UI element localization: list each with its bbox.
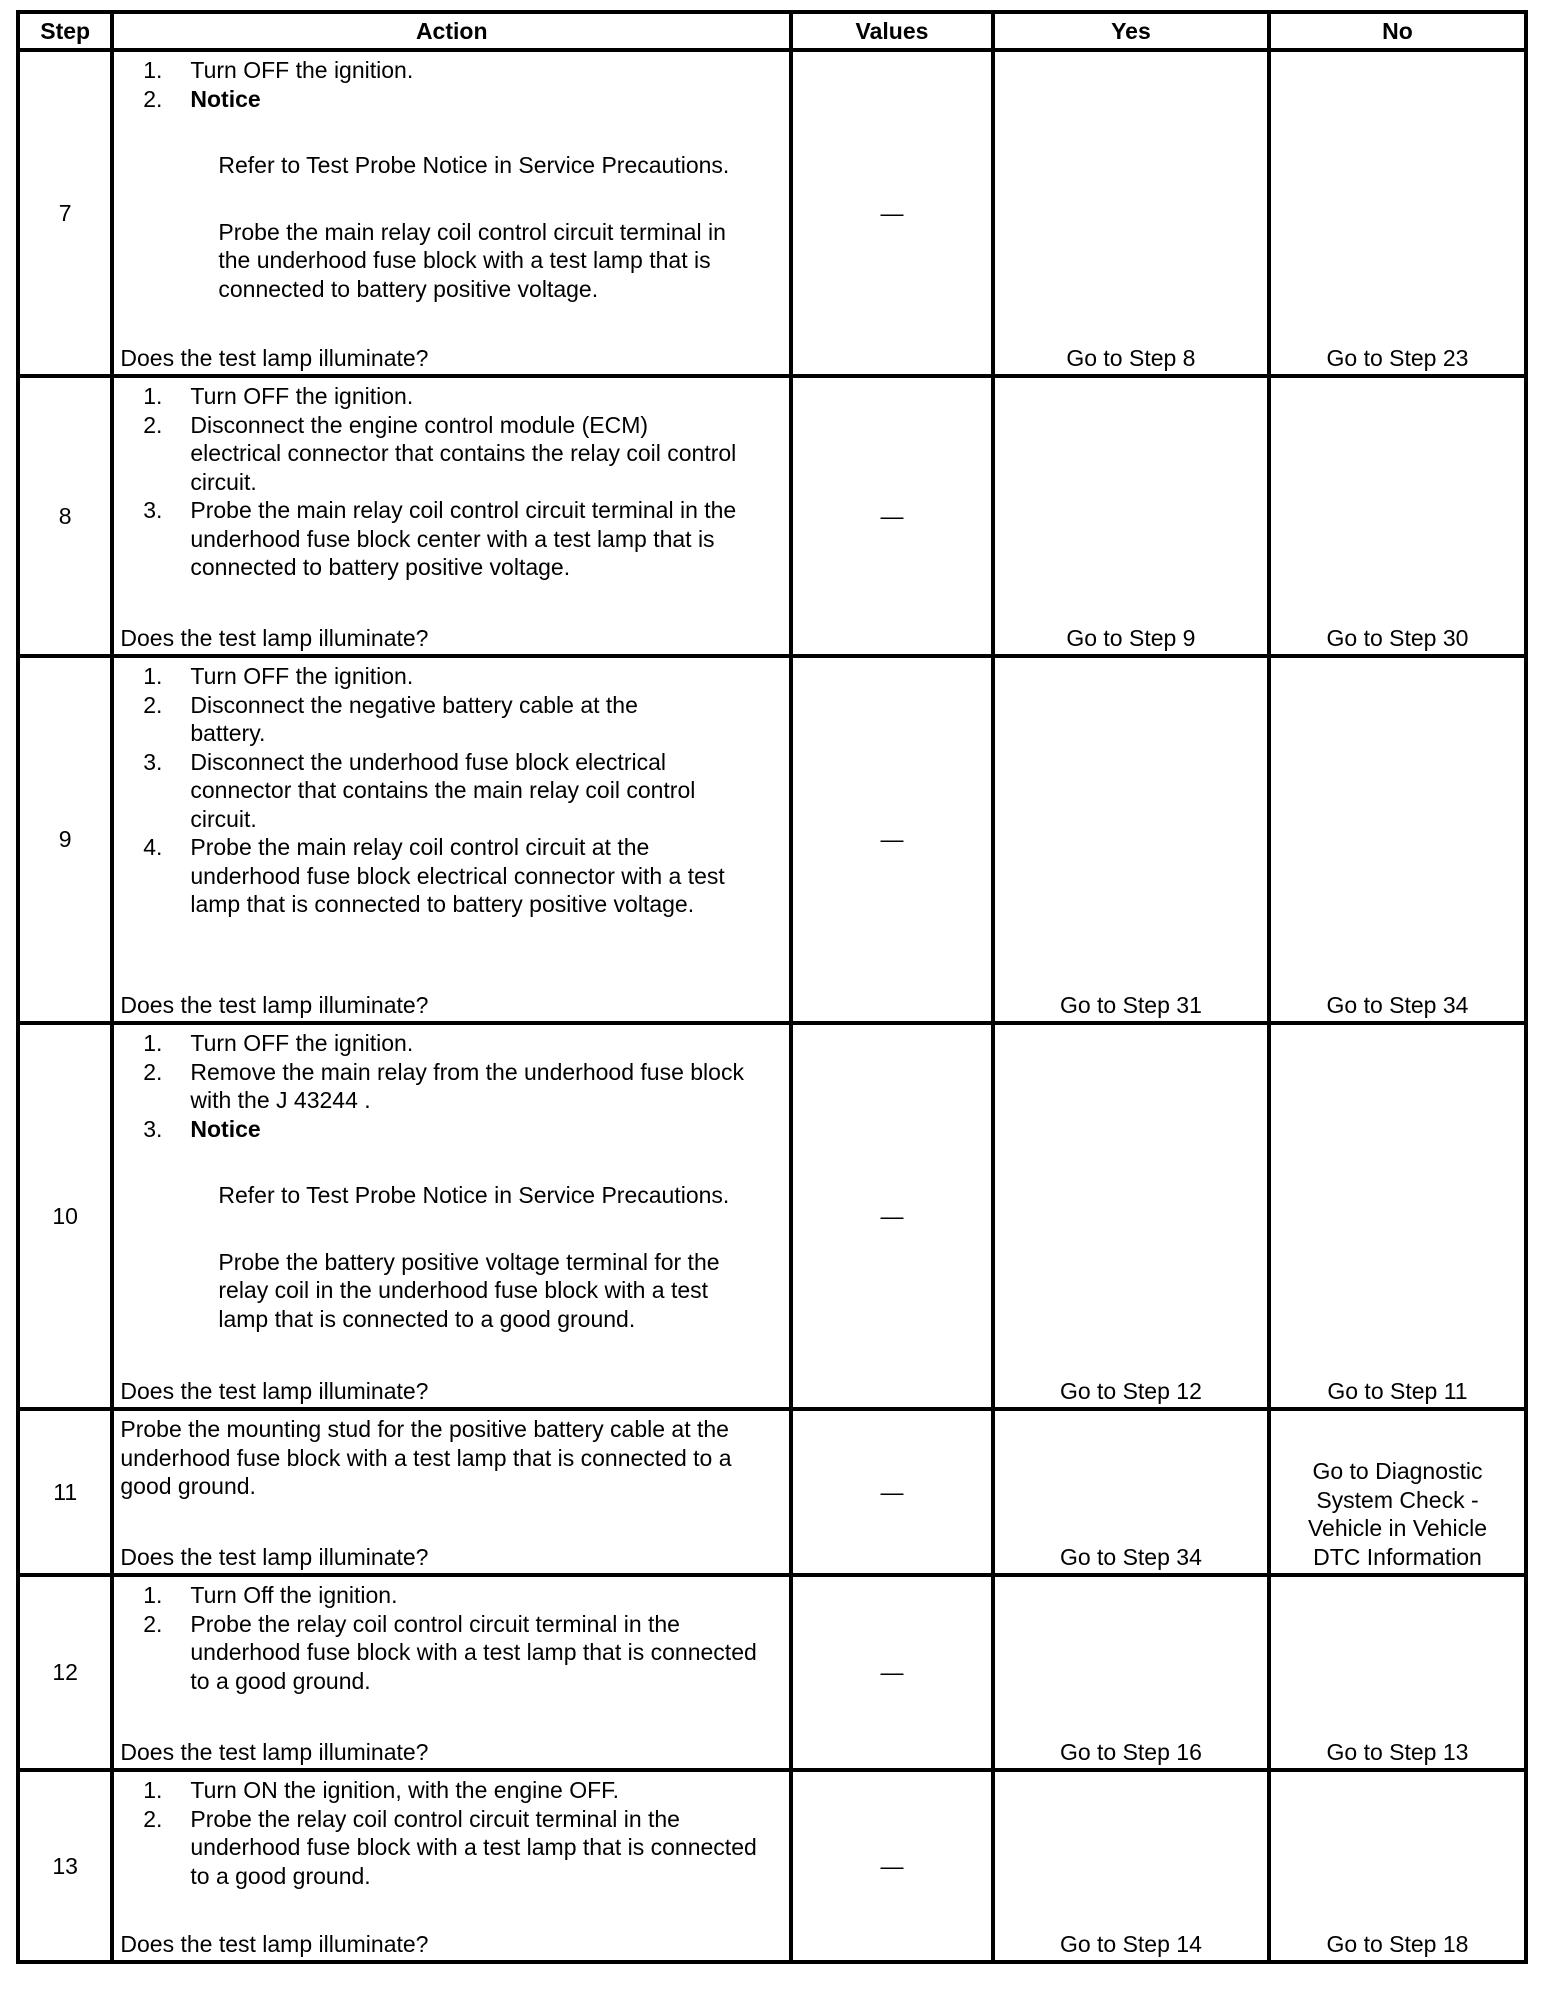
values-cell: —: [791, 1770, 993, 1962]
question-text: Does the test lamp illuminate?: [120, 991, 429, 1018]
instruction: [120, 748, 783, 834]
instruction: [120, 1581, 783, 1610]
instruction: [120, 85, 783, 114]
notice-text: Refer to Test Probe Notice in Service Precautions.: [218, 152, 730, 178]
values-cell: —: [791, 656, 993, 1023]
step-number: 7: [18, 50, 112, 376]
values-cell: —: [791, 376, 993, 656]
instruction-number: 4.: [143, 834, 163, 860]
no-cell: Go to Step 13: [1269, 1575, 1526, 1770]
values-cell: —: [791, 1023, 993, 1409]
instruction: [120, 56, 783, 85]
yes-cell: Go to Step 14: [993, 1770, 1269, 1962]
step-number: 12: [18, 1575, 112, 1770]
instruction: [120, 833, 783, 919]
question-text: Does the test lamp illuminate?: [120, 1738, 429, 1765]
instruction-number: 1.: [143, 1030, 163, 1056]
step-number: 11: [18, 1409, 112, 1575]
question-text: Does the test lamp illuminate?: [120, 344, 429, 371]
table-row: [18, 1575, 1526, 1770]
instruction-number: 2.: [143, 411, 163, 438]
header-yes: Yes: [993, 12, 1269, 50]
instruction-number: 1.: [143, 1777, 163, 1803]
instruction-text: Probe the mounting stud for the positive battery cable at the underhood fuse block with a test lamp that is connected to a good ground.: [120, 1416, 732, 1499]
instruction: [120, 496, 783, 582]
yes-cell: Go to Step 9: [993, 376, 1269, 656]
yes-cell: Go to Step 8: [993, 50, 1269, 376]
action-cell: [112, 656, 791, 1023]
instruction: [120, 382, 783, 411]
question-text: Does the test lamp illuminate?: [120, 1930, 429, 1957]
header-row: [18, 12, 1526, 50]
notice-text: Refer to Test Probe Notice in Service Precautions.: [218, 1182, 730, 1208]
instruction-text: Turn Off the ignition.: [190, 1582, 398, 1608]
step-number: 8: [18, 376, 112, 656]
header-action: Action: [112, 12, 791, 50]
instruction-text: Turn ON the ignition, with the engine OFF.: [190, 1777, 620, 1803]
step-number: 9: [18, 656, 112, 1023]
instruction-number: 3.: [143, 1115, 163, 1142]
instruction-text: Disconnect the underhood fuse block electrical connector that contains the main relay coil control circuit.: [190, 748, 696, 832]
table-row: [18, 1409, 1526, 1575]
instruction-number: 2.: [143, 85, 163, 112]
instruction: [120, 411, 783, 497]
action-cell: [112, 1023, 791, 1409]
values-cell: —: [791, 1409, 993, 1575]
table-row: [18, 50, 1526, 376]
instruction-number: 1.: [143, 57, 163, 83]
yes-cell: Go to Step 34: [993, 1409, 1269, 1575]
no-cell: [1269, 1409, 1526, 1575]
header-no: No: [1269, 12, 1526, 50]
notice-heading: Notice: [190, 1115, 261, 1142]
instruction-text: Turn OFF the ignition.: [190, 57, 414, 83]
notice-heading: Notice: [190, 85, 261, 112]
instruction-number: 2.: [143, 1058, 163, 1085]
no-cell: Go to Step 30: [1269, 376, 1526, 656]
diagnostic-table: [16, 10, 1528, 1964]
instruction-text: Probe the main relay coil control circuit terminal in the underhood fuse block center with a test lamp that is connected to battery positive voltage.: [190, 497, 737, 580]
instruction-text: Disconnect the negative battery cable at the battery.: [190, 691, 638, 746]
instruction-text: Turn OFF the ignition.: [190, 663, 414, 689]
table-row: [18, 376, 1526, 656]
instruction: [120, 1610, 783, 1696]
instruction: [120, 1115, 783, 1144]
instruction: [120, 1776, 783, 1805]
action-cell: [112, 50, 791, 376]
instruction: [120, 662, 783, 691]
instruction-text: Probe the relay coil control circuit terminal in the underhood fuse block with a test lamp that is connected to a good ground.: [190, 1610, 757, 1694]
instruction-text: Disconnect the engine control module (ECM) electrical connector that contains the relay coil control circuit.: [190, 411, 737, 495]
header-values: Values: [791, 12, 993, 50]
no-cell: Go to Step 18: [1269, 1770, 1526, 1962]
table-row: [18, 656, 1526, 1023]
diagnostic-table-sheet: [16, 10, 1528, 1964]
step-number: 10: [18, 1023, 112, 1409]
instruction-text: Probe the relay coil control circuit terminal in the underhood fuse block with a test lamp that is connected to a good ground.: [190, 1805, 757, 1889]
instruction-number: 2.: [143, 1610, 163, 1637]
action-cell: [112, 1770, 791, 1962]
table-row: [18, 1770, 1526, 1962]
yes-cell: Go to Step 16: [993, 1575, 1269, 1770]
instruction-text: Turn OFF the ignition.: [190, 1030, 414, 1056]
action-cell: [112, 376, 791, 656]
question-text: Does the test lamp illuminate?: [120, 1377, 429, 1404]
instruction: [120, 1029, 783, 1058]
yes-cell: Go to Step 12: [993, 1023, 1269, 1409]
instruction-number: 1.: [143, 383, 163, 409]
instruction-text: Turn OFF the ignition.: [190, 383, 414, 409]
instruction-text: Probe the main relay coil control circuit terminal in the underhood fuse block with a test lamp that is connected to battery positive voltage.: [218, 218, 726, 302]
values-cell: —: [791, 1575, 993, 1770]
instruction-text: Probe the battery positive voltage terminal for the relay coil in the underhood fuse block with a test lamp that is connected to a good ground.: [218, 1248, 720, 1332]
instruction-number: 3.: [143, 497, 163, 523]
table-row: [18, 1023, 1526, 1409]
instruction-number: 3.: [143, 748, 163, 775]
yes-cell: Go to Step 31: [993, 656, 1269, 1023]
action-cell: [112, 1409, 791, 1575]
no-cell-text: Go to Diagnostic System Check - Vehicle in Vehicle DTC Information: [1307, 1458, 1487, 1570]
values-cell: —: [791, 50, 993, 376]
instruction: [120, 1058, 783, 1115]
no-cell: Go to Step 34: [1269, 656, 1526, 1023]
action-cell: [112, 1575, 791, 1770]
question-text: Does the test lamp illuminate?: [120, 624, 429, 651]
no-cell: Go to Step 23: [1269, 50, 1526, 376]
question-text: Does the test lamp illuminate?: [120, 1543, 429, 1570]
instruction-number: 2.: [143, 1805, 163, 1832]
instruction-number: 2.: [143, 691, 163, 718]
instruction-number: 1.: [143, 1582, 163, 1608]
instruction-text: Remove the main relay from the underhood fuse block with the J 43244 .: [190, 1058, 744, 1113]
step-number: 13: [18, 1770, 112, 1962]
header-step: Step: [18, 12, 112, 50]
instruction-text: Probe the main relay coil control circuit at the underhood fuse block electrical connector with a test lamp that is connected to battery positive voltage.: [190, 834, 725, 917]
instruction: [120, 691, 783, 748]
instruction-number: 1.: [143, 663, 163, 689]
no-cell: Go to Step 11: [1269, 1023, 1526, 1409]
instruction: [120, 1805, 783, 1891]
